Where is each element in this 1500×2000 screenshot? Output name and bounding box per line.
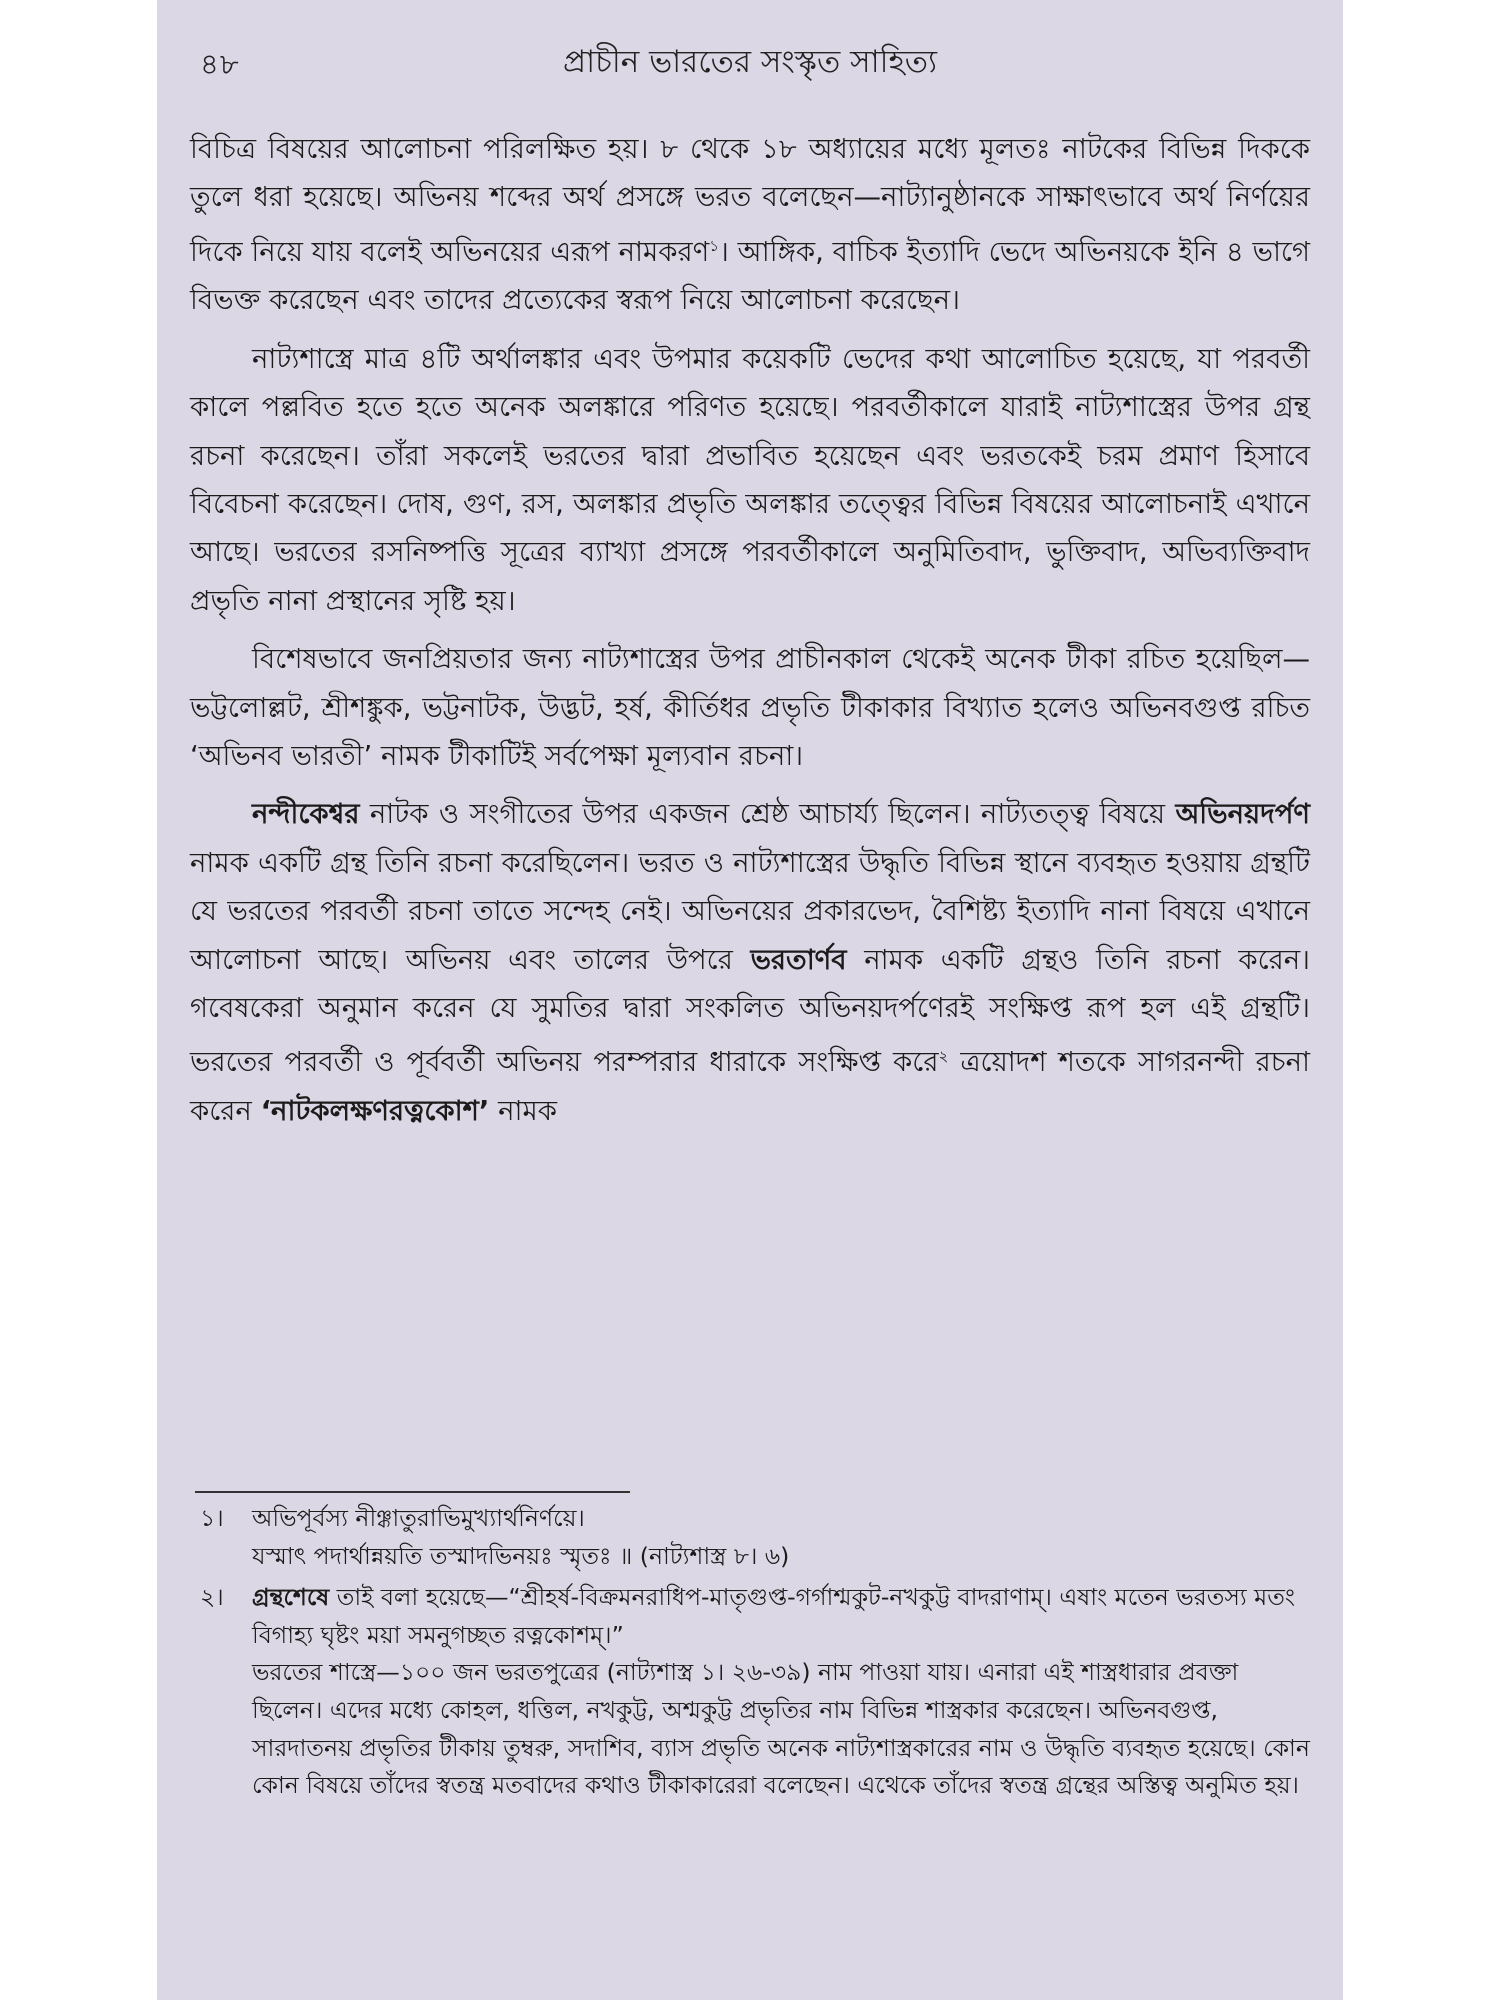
term-natakalakshana: ‘নাটকলক্ষণরত্নকোশ’ <box>260 1095 490 1128</box>
footnote-2-line-2: ভরতের শাস্ত্রে—১০০ জন ভরতপুত্রের (নাট্যশাস্ত্র ১। ২৬-৩৯) নাম পাওয়া যায়। এনারা এই শাস্ত্রধারার প্রবক্তা ছিলেন। এদের মধ্যে কোহল, ধত্তিল, নখকুট্ট, অশ্মকুট্ট প্রভৃতির নাম বিভিন্ন শাস্ত্রকার করেছেন। অভিনবগুপ্ত, সারদাতনয় প্রভৃতির টীকায় তুম্বরু, সদাশিব, ব্যাস প্রভৃতি অনেক নাট্যশাস্ত্রকারের নাম ও উদ্ধৃতি ব্যবহৃত হয়েছে। কোন কোন বিষয়ে তাঁদের স্বতন্ত্র মতবাদের কথাও টীকাকারেরা বলেছেন। এথেকে তাঁদের স্বতন্ত্র গ্রন্থের অস্তিত্ব অনুমিত হয়। <box>252 1658 1310 1800</box>
footnote-ref-1: ১ <box>709 236 720 255</box>
paragraph-3: বিশেষভাবে জনপ্রিয়তার জন্য নাট্যশাস্ত্রের উপর প্রাচীনকাল থেকেই অনেক টীকা রচিত হয়েছিল—ভট্টলোল্লট, শ্রীশঙ্কুক, ভট্টনাটক, উদ্ভট, হর্ষ, কীর্তিধর প্রভৃতি টীকাকার বিখ্যাত হলেও অভিনবগুপ্ত রচিত ‘অভিনব ভারতী’ নামক টীকাটিই সর্বপেক্ষা মূল্যবান রচনা। <box>190 643 1310 773</box>
term-nandikeshvara: নন্দীকেশ্বর <box>252 798 360 831</box>
footnote-1-line-2: যস্মাৎ পদার্থান্নয়তি তস্মাদভিনয়ঃ স্মৃতঃ ॥ (নাট্যশাস্ত্র ৮। ৬) <box>252 1541 790 1570</box>
paragraph-4 <box>190 790 1310 1135</box>
paragraph-4-text-2: নামক একটি গ্রন্থ তিনি রচনা করেছিলেন। ভরত ও নাট্যশাস্ত্রের উদ্ধৃতি বিভিন্ন স্থানে ব্যবহৃত হওয়ায় গ্রন্থটি যে ভরতের পরবর্তী রচনা তাতে সন্দেহ নেই। অভিনয়ের প্রকারভেদ, বৈশিষ্ট্য ইত্যাদি নানা বিষয়ে এখানে আলোচনা আছে। অভিনয় এবং তালের উপরে <box>190 846 1310 976</box>
running-title: প্রাচীন ভারতের সংস্কৃত সাহিত্য <box>563 44 937 80</box>
footnote-ref-2: ২ <box>938 1047 949 1066</box>
paragraph-1 <box>190 125 1310 325</box>
footnote-1 <box>200 1500 1310 1575</box>
footnote-1-line-1: অভিপূর্বস্য নীঞ্ধাতুরাভিমুখ্যার্থনির্ণয়ে। <box>252 1504 585 1532</box>
paragraph-1-text: বিচিত্র বিষয়ের আলোচনা পরিলক্ষিত হয়। ৮ থেকে ১৮ অধ্যায়ের মধ্যে মূলতঃ নাটকের বিভিন্ন দিককে তুলে ধরা হয়েছে। অভিনয় শব্দের অর্থ প্রসঙ্গে ভরত বলেছেন—নাট্যানুষ্ঠানকে সাক্ষাৎভাবে অর্থ নির্ণয়ের দিকে নিয়ে যায় বলেই অভিনয়ের এরূপ নামকরণ <box>190 133 1310 268</box>
footnotes <box>200 1500 1310 1805</box>
footnote-divider <box>195 1491 630 1493</box>
footnote-2-quote: তাই বলা হয়েছে—“শ্রীহর্ষ-বিক্রমনরাধিপ-মাতৃগুপ্ত-গর্গাশ্মকুট-নখকুট্ট বাদরাণাম্। এষাং মতেন ভরতস্য মতং বিগাহ্য ঘৃষ্টং ময়া সমনুগচ্ছত রত্নকোশম্।” <box>252 1583 1295 1649</box>
paragraph-2: নাট্যশাস্ত্রে মাত্র ৪টি অর্থালঙ্কার এবং উপমার কয়েকটি ভেদের কথা আলোচিত হয়েছে, যা পরবর্তী কালে পল্লবিত হতে হতে অনেক অলঙ্কারে পরিণত হয়েছে। পরবর্তীকালে যারাই নাট্যশাস্ত্রের উপর গ্রন্থ রচনা করেছেন। তাঁরা সকলেই ভরতের দ্বারা প্রভাবিত হয়েছেন এবং ভরতকেই চরম প্রমাণ হিসাবে বিবেচনা করেছেন। দোষ, গুণ, রস, অলঙ্কার প্রভৃতি অলঙ্কার তত্ত্বের বিভিন্ন বিষয়ের আলোচনাই এখানে আছে। ভরতের রসনিষ্পত্তি সূত্রের ব্যাখ্যা প্রসঙ্গে পরবর্তীকালে অনুমিতিবাদ, ভুক্তিবাদ, অভিব্যক্তিবাদ প্রভৃতি নানা প্রস্থানের সৃষ্টি হয়। <box>190 342 1310 617</box>
footnote-2-number: ২। <box>200 1583 224 1612</box>
footnote-2-body <box>252 1579 1310 1805</box>
paragraph-1-rest: । আঙ্গিক, বাচিক ইত্যাদি ভেদে অভিনয়কে ইনি ৪ ভাগে বিভক্ত করেছেন এবং তাদের প্রত্যেকের স্বরূপ নিয়ে আলোচনা করেছেন। <box>190 235 1310 317</box>
page-number: ৪৮ <box>200 47 240 81</box>
footnote-2-lead: গ্রন্থশেষে <box>252 1583 330 1612</box>
footnote-2-line-1 <box>252 1579 1310 1654</box>
paragraph-4-text-1: নাটক ও সংগীতের উপর একজন শ্রেষ্ঠ আচার্য্য ছিলেন। নাট্যতত্ত্ব বিষয়ে <box>359 798 1176 831</box>
term-bharatarnava: ভরতার্ণব <box>750 943 847 976</box>
body-text <box>190 125 1310 1135</box>
footnote-2 <box>200 1579 1310 1805</box>
footnote-1-number: ১। <box>200 1504 224 1532</box>
term-abhinayadarpana: অভিনয়দর্পণ <box>1175 798 1310 831</box>
paragraph-4-text-4: ত্রয়োদশ শতকে সাগরনন্দী রচনা করেন <box>190 1046 1310 1128</box>
paragraph-4-text-3: নামক একটি গ্রন্থও তিনি রচনা করেন। গবেষকেরা অনুমান করেন যে সুমতির দ্বারা সংকলিত অভিনয়দর্পণেরই সংক্ষিপ্ত রূপ হল এই গ্রন্থটি। ভরতের পরবর্তী ও পূর্ববর্তী অভিনয় পরম্পরার ধারাকে সংক্ষিপ্ত করে <box>190 943 1310 1079</box>
footnote-1-body <box>252 1500 1310 1575</box>
paragraph-4-text-5: নামক <box>489 1095 557 1128</box>
